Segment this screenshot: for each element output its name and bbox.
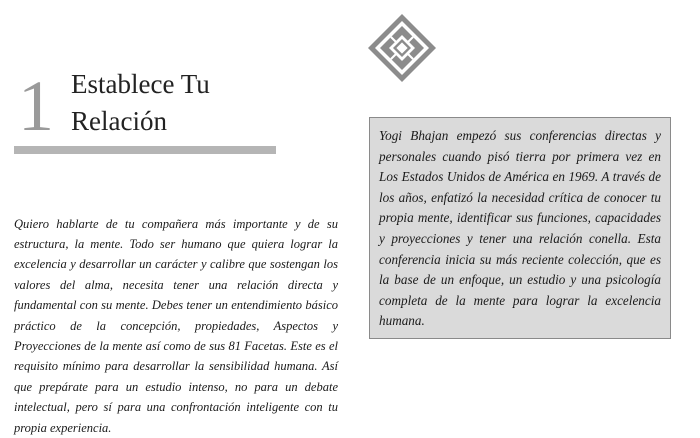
chapter-title bbox=[71, 66, 210, 140]
chapter-title-line-2: Relación bbox=[71, 106, 167, 136]
chapter-number: 1 bbox=[18, 66, 54, 146]
title-rule bbox=[14, 146, 276, 154]
quote-box: Yogi Bhajan empezó sus conferencias directas y personales cuando pisó tierra por primera vez en Los Estados Unidos de América en 1969. A través de los años, enfatizó la necesidad crítica de conocer tu propia mente, identificar sus funciones, capacidades y proyecciones y tener una relación conella. Esta conferencia inicia su más reciente colección, que es la base de un enfoque, un estudio y una psicología completa de la mente para lograr la excelencia humana. bbox=[369, 117, 671, 339]
diamond-ornament-icon bbox=[367, 13, 437, 83]
intro-paragraph: Quiero hablarte de tu compañera más importante y de su estructura, la mente. Todo ser humano que quiera lograr la excelencia y desarrollar un carácter y calibre que sostengan los valores del alma, necesita tener una relación directa y fundamental con su mente. Debes tener un entendimiento básico práctico de la concepción, propiedades, Aspectos y Proyecciones de la mente así como de sus 81 Facetas. Este es el requisito mínimo para desarrollar la sensibilidad humana. Así que prepárate para un estudio intenso, no para un debate intelectual, pero sí para una confrontación inteligente con tu propia experiencia. bbox=[14, 216, 338, 435]
chapter-title-line-1: Establece Tu bbox=[71, 69, 210, 99]
